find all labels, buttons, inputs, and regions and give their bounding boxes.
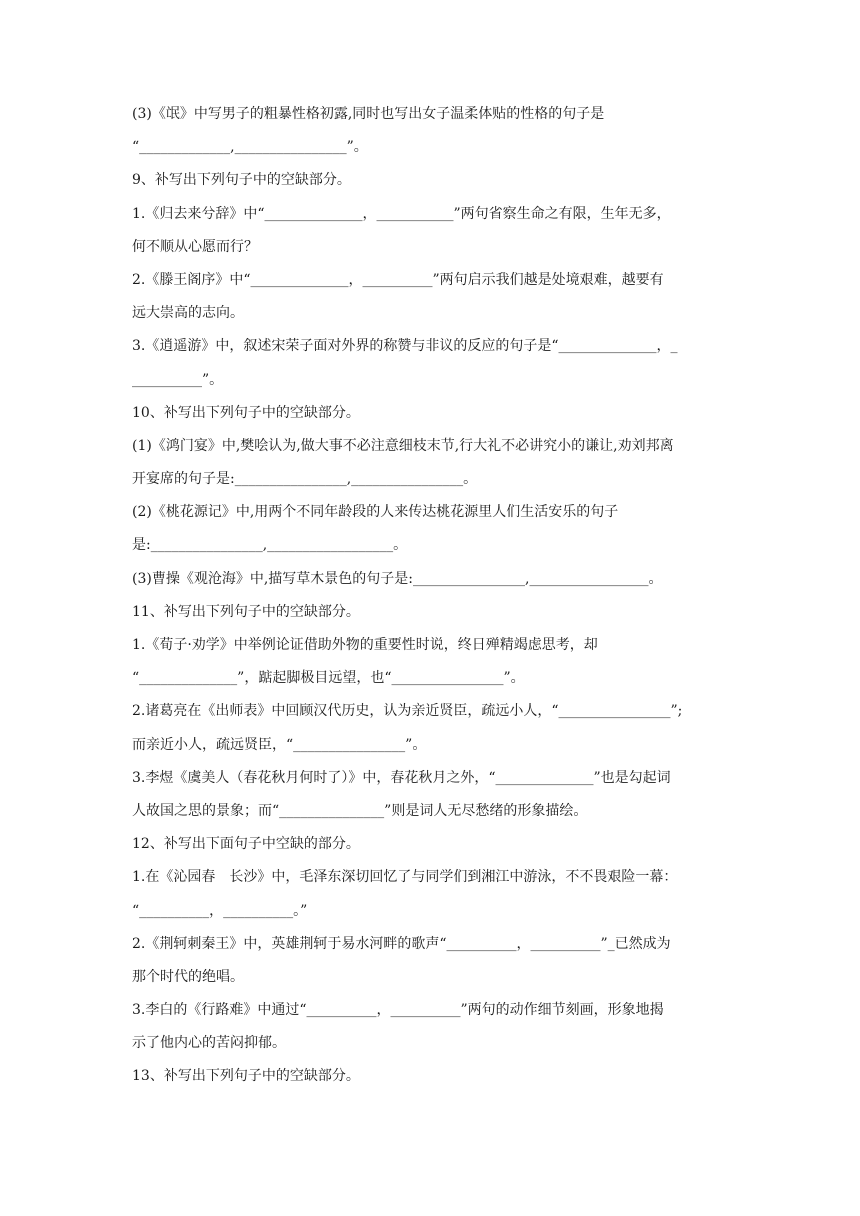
- question-heading: 11、补写出下列句子中的空缺部分。: [132, 603, 360, 620]
- text-line: 1.在《沁园春 长沙》中，毛泽东深切回忆了与同学们到湘江中游泳，不不畏艰险一幕：: [132, 869, 678, 886]
- text-line: 示了他内心的苦闷抑郁。: [132, 1035, 286, 1052]
- text-line: (3)曹操《观沧海》中,描写草木景色的句子是:________________,_________________。: [132, 570, 663, 587]
- text-line: 开宴席的句子是:________________,________________。: [132, 471, 478, 488]
- text-line: 那个时代的绝唱。: [132, 968, 244, 985]
- text-line: 是:________________,__________________。: [132, 537, 408, 554]
- question-heading: 10、补写出下列句子中的空缺部分。: [132, 404, 360, 421]
- text-line: “_____________,________________”。: [132, 139, 368, 156]
- question-heading: 12、补写出下面句子中空缺的部分。: [132, 836, 360, 853]
- text-line: 远大崇高的志向。: [132, 305, 244, 322]
- text-line: (3)《氓》中写男子的粗暴性格初露,同时也写出女子温柔体贴的性格的句子是: [132, 106, 605, 122]
- text-line: 3.李白的《行路难》中通过“__________，__________”两句的动作细节刻画，形象地揭: [132, 1002, 664, 1019]
- text-line: “__________，__________。”: [132, 902, 308, 919]
- text-line: “______________”，踮起脚极目远望，也“________________”。: [132, 670, 525, 687]
- question-heading: 9、补写出下列句子中的空缺部分。: [132, 172, 351, 189]
- text-line: 2.《荆轲刺秦王》中，英雄荆轲于易水河畔的歌声“__________，__________”_已然成为: [132, 935, 671, 952]
- text-line: 何不顺从心愿而行？: [132, 238, 258, 255]
- text-line: 人故国之思的景象；而“_______________”则是词人无尽愁绪的形象描绘。: [132, 802, 588, 819]
- question-heading: 13、补写出下列句子中的空缺部分。: [132, 1068, 360, 1085]
- text-line: (2)《桃花源记》中,用两个不同年龄段的人来传达桃花源里人们生活安乐的句子: [132, 504, 619, 521]
- text-line: 1.《荀子·劝学》中举例论证借助外物的重要性时说，终日殚精竭虑思考，却: [132, 637, 598, 653]
- text-line: 而亲近小人，疏远贤臣，“________________”。: [132, 736, 427, 753]
- text-line: 2.《滕王阁序》中“______________，__________”两句启示我们越是处境艰难，越要有: [132, 271, 664, 288]
- text-line: 3.《逍遥游》中，叙述宋荣子面对外界的称赞与非议的反应的句子是“______________，_: [132, 338, 678, 355]
- text-line: (1)《鸿门宴》中,樊哙认为,做大事不必注意细枝末节,行大礼不必讲究小的谦让,劝刘邦离: [132, 437, 674, 454]
- text-line: __________”。: [132, 371, 224, 388]
- document-page: [132, 104, 732, 1100]
- text-line: 3.李煜《虞美人（春花秋月何时了）》中，春花秋月之外，“______________”也是勾起词: [132, 769, 671, 786]
- text-line: 1.《归去来兮辞》中“______________，___________”两句省察生命之有限，生年无多，: [132, 205, 671, 222]
- text-line: 2.诸葛亮在《出师表》中回顾汉代历史，认为亲近贤臣，疏远小人，“________________”;: [132, 703, 683, 720]
